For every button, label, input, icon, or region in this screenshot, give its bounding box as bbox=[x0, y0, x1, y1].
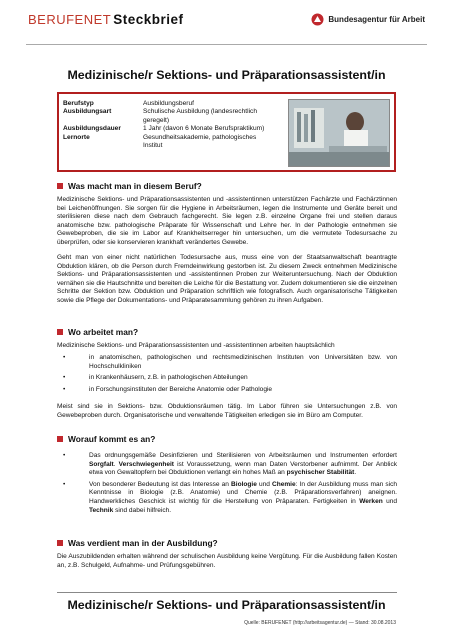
page-header bbox=[0, 0, 453, 46]
berufenet-logo bbox=[28, 12, 184, 27]
info-row bbox=[63, 108, 273, 125]
paragraph: Geht man von einer nicht natürlichen Todesursache aus, muss eine von der Staatsanwaltschaft beantragte Obduktion klären, ob die Person durch Fremdeinwirkung gestorben ist. Zu diesem Zweck entnehmen Medizinische Sektions- und Präparationsassistenten und -assistentinnen Proben zur Weiteruntersuchung. Nach der Obduktion vernähen sie die Hautschnitte und bereiten die Leiche für die Bestattung vor. Zudem dokumentieren sie die einzelnen Schritte der Sektion bzw. Obduktion und Präparation schriftlich wie fotografisch. Auch organisatorische Tätigkeiten sowie die Pflege der Dokumentations- und Präparatesammlung gehören zu ihren Aufgaben. bbox=[57, 254, 397, 304]
list-item bbox=[57, 354, 397, 371]
paragraph: Medizinische Sektions- und Präparationsassistenten und -assistentinnen arbeiten hauptsächlich bbox=[57, 342, 335, 349]
list-item bbox=[57, 386, 397, 395]
info-row bbox=[63, 100, 273, 108]
list-item-text: in anatomischen, pathologischen und rechtsmedizinischen Instituten von Universitäten bzw. von Hochschulkliniken bbox=[89, 354, 397, 370]
agency-emblem-icon bbox=[311, 13, 324, 26]
section-heading bbox=[57, 327, 138, 337]
info-box bbox=[57, 92, 396, 172]
bullet-icon: • bbox=[63, 374, 66, 382]
paragraph: Die Auszubildenden erhalten während der schulischen Ausbildung keine Vergütung. Für die Ausbildung fallen Kosten an, z.B. Schulgeld, Aufnahme- und Prüfungsgebühren. bbox=[57, 553, 397, 569]
red-square-icon bbox=[57, 183, 63, 189]
info-value: 1 Jahr (davon 6 Monate Berufspraktikum) bbox=[143, 125, 265, 133]
section-heading bbox=[57, 434, 155, 444]
paragraph: Medizinische Sektions- und Präparationsassistenten und -assistentinnen unterstützen Fachärzte und Fachärztinnen bei Leichenöffnungen. Sie sorgen für die Hygiene in Arbeitsräumen, legen die Instrumente und Geräte bereit und sterilisieren diese nach dem Gebrauch fachgerecht. Sie legen z.B. einzelne Organe frei und stellen daraus anatomische bzw. pathologische Präparate für Wissenschaft und Lehre her. In der Pathologie entnehmen sie Gewebeproben, die sie im Labor auf Krankheitserreger hin untersuchen, um die vermutete Todesursache zu überprüfen, oder sie konservieren krankhaft verändertes Gewebe. bbox=[57, 196, 397, 246]
info-label: Lernorte bbox=[63, 133, 90, 141]
section-heading-text: Wo arbeitet man? bbox=[68, 327, 139, 337]
info-row bbox=[63, 134, 273, 151]
list-item-text: in Krankenhäusern, z.B. in pathologischen Abteilungen bbox=[89, 374, 248, 382]
bullet-icon: • bbox=[63, 480, 66, 488]
info-table bbox=[63, 100, 273, 150]
doc-type: Steckbrief bbox=[113, 12, 184, 27]
bullet-icon: • bbox=[63, 385, 66, 393]
info-label: Ausbildungsdauer bbox=[63, 125, 121, 133]
paragraph: Meist sind sie in Sektions- bzw. Obduktionsräumen tätig. Im Labor führen sie Untersuchungen z.B. von Gewebeproben durch. Organisatorische und verwaltende Tätigkeiten erledigen sie im Büro am Computer. bbox=[57, 403, 397, 419]
bullet-icon: • bbox=[63, 354, 66, 361]
bullet-list bbox=[57, 452, 397, 518]
list-item bbox=[57, 374, 397, 383]
list-item bbox=[57, 481, 397, 515]
info-value: Ausbildungsberuf bbox=[143, 100, 194, 107]
list-item-text: Das ordnungsgemäße Desinfizieren und Sterilisieren von Arbeitsräumen und Instrumenten erfordert Sorgfalt. Verschwiegenheit ist Voraussetzung, wenn man Daten Verstorbener aufnimmt. Der Anblick etwa von Gewaltopfern bei Obduktionen verlangt ein hohes Maß an psychischer Stabilität. bbox=[89, 452, 397, 477]
agency-name: Bundesagentur für Arbeit bbox=[328, 15, 425, 24]
agency-logo bbox=[311, 13, 425, 26]
bullet-icon: • bbox=[63, 452, 66, 459]
red-square-icon bbox=[57, 540, 63, 546]
section-heading bbox=[57, 538, 218, 548]
info-value: Gesundheitsakademie, pathologisches Institut bbox=[143, 133, 257, 150]
info-value: Schulische Ausbildung (landesrechtlich geregelt) bbox=[143, 108, 257, 124]
footer-source: Quelle: BERUFENET (http://arbeitsagentur.de) — Stand: 30.08.2013 bbox=[244, 620, 396, 626]
section-heading bbox=[57, 181, 202, 191]
lab-photo bbox=[288, 99, 390, 167]
section-heading-text: Was macht man in diesem Beruf? bbox=[68, 181, 202, 191]
list-item-text: Von besonderer Bedeutung ist das Interesse an Biologie und Chemie: In der Ausbildung muss man sich Kenntnisse in Biologie (z.B. Anatomie) und Chemie (z.B. Präparationsverfahren) aneignen. Handwerkliches Geschick ist wichtig für die Herstellung von Präparaten. Fertigkeiten in Werken und Technik sind dabei hilfreich. bbox=[89, 480, 397, 514]
list-item bbox=[57, 452, 397, 478]
brand-name: BERUFENET bbox=[28, 12, 112, 27]
footer-divider bbox=[57, 592, 397, 593]
header-divider bbox=[26, 44, 427, 45]
footer-title: Medizinische/r Sektions- und Präparationsassistent/in bbox=[67, 598, 386, 612]
page-title: Medizinische/r Sektions- und Präparationsassistent/in bbox=[67, 68, 386, 82]
info-label: Berufstyp bbox=[63, 100, 94, 107]
list-item-text: in Forschungsinstituten der Bereiche Anatomie oder Pathologie bbox=[89, 385, 273, 393]
red-square-icon bbox=[57, 329, 63, 335]
section-heading-text: Worauf kommt es an? bbox=[68, 434, 156, 444]
red-square-icon bbox=[57, 436, 63, 442]
info-label: Ausbildungsart bbox=[63, 108, 112, 116]
info-row bbox=[63, 125, 273, 133]
bullet-list bbox=[57, 354, 397, 397]
section-heading-text: Was verdient man in der Ausbildung? bbox=[68, 538, 218, 548]
